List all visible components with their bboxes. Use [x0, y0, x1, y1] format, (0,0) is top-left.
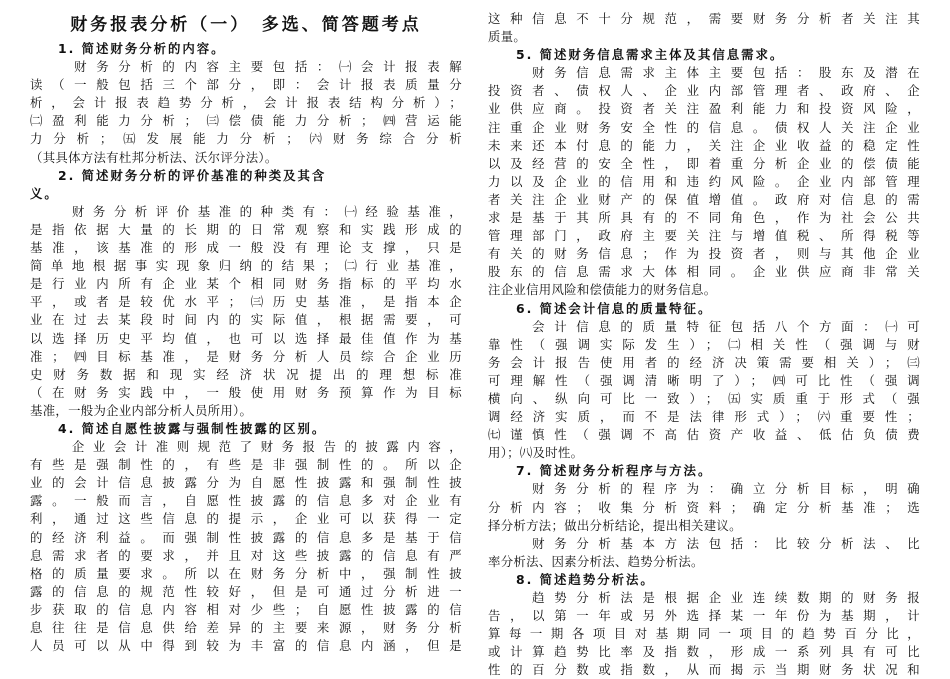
- section-heading: 1. 简述财务分析的内容。: [58, 41, 226, 56]
- text-line: 财务分析基本方法包括：比较分析法、比: [488, 535, 920, 551]
- text-line: 露的信息的规范性较好，但是可通过分析进一: [30, 583, 462, 599]
- text-line: 有些是强制性的，有些是非强制性的。所以企: [30, 457, 462, 473]
- text-line: 率分析法、因素分析法、趋势分析法。: [488, 553, 704, 569]
- text-line: 靠性（强调实际发生）；㈡相关性（强调与财: [488, 336, 920, 352]
- text-line: 力以及企业的信用和违约风险。企业内部管理: [488, 173, 920, 189]
- text-line: （在财务实践中，一般使用财务预算作为目标: [30, 384, 462, 400]
- text-line: 人员可以从中得到较为丰富的信息内涵，但是: [30, 638, 462, 654]
- text-line: 的经济利益。而强制性披露的信息多是基于信: [30, 529, 462, 545]
- text-line: 或计算趋势比率及指数，形成一系列具有可比: [488, 644, 920, 660]
- section-heading: 2. 简述财务分析的评价基准的种类及其含: [58, 167, 327, 183]
- text-line: 是行业内所有企业某个相同财务指标的平均水: [30, 276, 462, 292]
- text-line: 步获取的信息内容相对少些；自愿性披露的信: [30, 601, 462, 617]
- text-line: 算每一期各项目对基期同一项目的趋势百分比，: [488, 626, 920, 642]
- text-line: 股东的信息需求大体相同。企业供应商非常关: [488, 264, 920, 280]
- text-line: ㈡盈利能力分析；㈢偿债能力分析；㈣营运能: [30, 113, 462, 129]
- text-line: 格的质量要求。所以在财务分析中，强制性披: [30, 565, 462, 581]
- section-heading: 5. 简述财务信息需求主体及其信息需求。: [516, 47, 785, 63]
- text-line: 简单地根据事实现象归纳的结果；㈡行业基准，: [30, 258, 462, 274]
- text-line: 财务分析评价基准的种类有：㈠经验基准，: [30, 203, 462, 219]
- text-line: 息需求者的要求，并且对这些披露的信息有严: [30, 547, 462, 563]
- text-line: 求是基于其所具有的不同角色，作为社会公共: [488, 210, 920, 226]
- right-column: [488, 10, 920, 679]
- section-heading: 6. 简述会计信息的质量特征。: [516, 300, 713, 316]
- text-line: 息往往是信息供给差异的主要来源，财务分析: [30, 620, 462, 635]
- text-line: 以及经营的安全性，即着重分析企业的偿债能: [488, 155, 920, 171]
- text-line: 注重企业财务安全性的信息。债权人关注企业: [488, 119, 920, 135]
- text-line: 析，会计报表趋势分析，会计报表结构分析）；: [30, 95, 462, 111]
- text-line: 分析内容；收集分析资料；确定分析基准；选: [488, 499, 920, 515]
- text-line: 性的百分数或指数，从而揭示当期财务状况和: [488, 662, 920, 678]
- document-title: 财务报表分析（一） 多选、简答题考点: [70, 15, 422, 35]
- text-line: 平，或者是较优水平；㈢历史基准，是指本企: [30, 294, 462, 310]
- text-line: 调经济实质，而不是法律形式）；㈥重要性；: [488, 409, 920, 425]
- text-line: 读（一般包括三个部分，即：会计报表质量分: [30, 77, 462, 93]
- text-line: 财务分析的程序为：确立分析目标，明确: [488, 481, 920, 497]
- text-line: 史财务数据和现实经济状况提出的理想标准: [30, 366, 462, 382]
- text-line: 有关的财务信息；作为投资者，则与其他企业: [488, 246, 920, 262]
- text-line: 务会计报告使用者的经济决策需要相关）；㈢: [488, 354, 920, 370]
- text-line: 用）；㈧及时性。: [488, 445, 584, 461]
- text-line: 注企业信用风险和偿债能力的财务信息。: [488, 282, 717, 298]
- text-line: 露。一般而言，自愿性披露的信息多对企业有: [30, 493, 462, 509]
- text-line: 投资者、债权人、企业内部管理者、政府、企: [488, 83, 920, 99]
- text-line: 利，通过这些信息的提示，企业可以获得一定: [30, 511, 462, 527]
- text-line: 横向、纵向可比一致）；㈤实质重于形式（强: [488, 390, 920, 406]
- section-heading: 义。: [30, 185, 59, 201]
- text-line: 准；㈣目标基准，是财务分析人员综合企业历: [30, 348, 462, 364]
- text-line: 这种信息不十分规范，需要财务分析者关注其: [488, 11, 920, 26]
- section-heading: 4. 简述自愿性披露与强制性披露的区别。: [58, 420, 327, 436]
- text-line: 基准，该基准的形成一般没有理论支撑，只是: [30, 240, 462, 256]
- text-line: 业的会计信息披露分为自愿性披露和强制性披: [30, 475, 462, 491]
- text-line: 基准，一般为企业内部分析人员所用）。: [30, 402, 253, 418]
- text-line: （其具体方法有杜邦分析法、沃尔评分法）。: [30, 149, 278, 165]
- text-line: 会计信息的质量特征包括八个方面：㈠可: [488, 318, 920, 334]
- text-line: 择分析方法；做出分析结论，提出相关建议。: [488, 517, 742, 533]
- section-heading: 8. 简述趋势分析法。: [516, 571, 655, 587]
- left-column: [30, 10, 462, 655]
- text-line: 财务分析的内容主要包括：㈠会计报表解: [30, 59, 462, 75]
- text-line: 者关注企业财产的保值增值。政府对信息的需: [488, 191, 920, 207]
- text-line: 是指依据大量的长期的日常观察和实践形成的: [30, 221, 462, 237]
- text-line: 管理部门，政府主要关注与增值税、所得税等: [488, 228, 920, 244]
- text-line: 未来还本付息的能力，关注企业收益的稳定性: [488, 137, 920, 153]
- text-line: 业供应商。投资者关注盈利能力和投资风险，: [488, 101, 920, 117]
- text-line: ㈦谨慎性（强调不高估资产收益、低估负债费: [488, 427, 920, 443]
- text-line: 质量。: [488, 29, 527, 45]
- text-line: 以选择历史平均值，也可以选择最佳值作为基: [30, 330, 462, 346]
- text-line: 财务信息需求主体主要包括：股东及潜在: [488, 65, 920, 81]
- section-heading: 7. 简述财务分析程序与方法。: [516, 463, 713, 479]
- text-line: 趋势分析法是根据企业连续数期的财务报: [488, 590, 920, 605]
- text-line: 可理解性（强调清晰明了）；㈣可比性（强调: [488, 372, 920, 388]
- text-line: 企业会计准则规范了财务报告的披露内容，: [30, 439, 462, 455]
- text-line: 告，以第一年或另外选择某一年份为基期，计: [488, 608, 920, 624]
- text-line: 力分析；㈤发展能力分析；㈥财务综合分析: [30, 131, 462, 147]
- text-line: 业在过去某段时间内的实际值，根据需要，可: [30, 312, 462, 328]
